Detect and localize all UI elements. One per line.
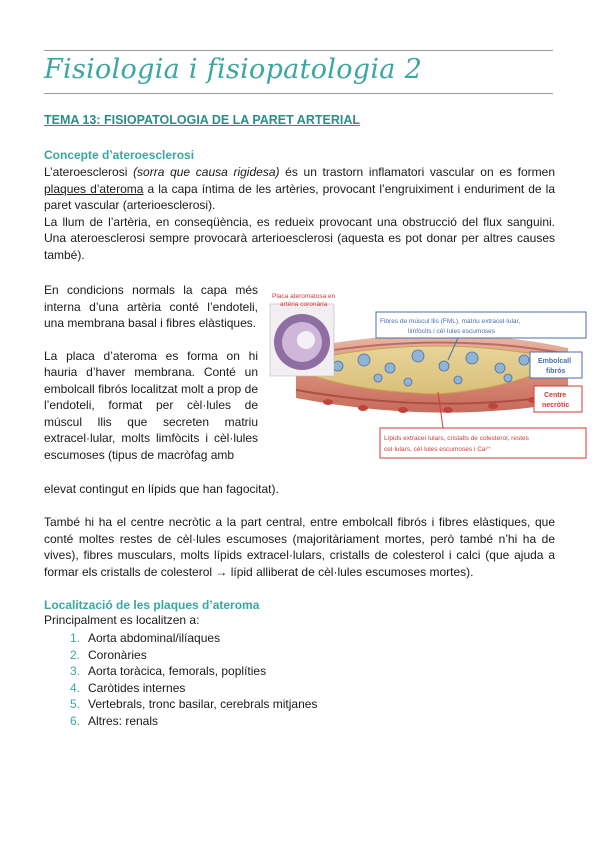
- label-centre-line-2: necròtic: [542, 402, 570, 409]
- label-embolcall-line-1: Embolcall: [538, 358, 572, 365]
- document-title: Fisiologia i fisiopatologia 2: [44, 54, 423, 85]
- tema-heading: TEMA 13: FISIOPATOLOGIA DE LA PARET ARTERIAL: [44, 113, 360, 127]
- list-item: [44, 663, 317, 680]
- label-lipids-line-1: Lípids extracel·lulars, cristalls de colesterol, restes: [384, 435, 529, 442]
- definition-text-c: és un trastorn inflamatori vascular on es formen: [279, 165, 556, 179]
- definition-text-a: L’ateroesclerosi: [44, 165, 134, 179]
- list-text: Caròtides internes: [88, 680, 186, 695]
- list-number: 5.: [69, 697, 80, 711]
- label-fmls-line-1: Fibres de múscul llis (FML), matriu extracel·lular,: [380, 318, 521, 325]
- list-text: Vertebrals, tronc basilar, cerebrals mitjanes: [88, 697, 318, 711]
- plaque-formation-paragraph: La placa d’ateroma es forma on hi hauria d’haver membrana. Conté un embolcall fibrós localitzat molt a prop de l’endoteli, format per cèl·lules de múscul llis que secreten matriu extracel·lular, molts limfòcits i cèl·lules escumoses (tipus de macròfag amb: [44, 348, 258, 462]
- list-item: [44, 713, 317, 730]
- list-item: [44, 647, 317, 664]
- header-rule-bottom: [44, 93, 553, 94]
- list-text: Aorta toràcica, femorals, poplíties: [88, 664, 267, 678]
- localitzacio-list: [44, 630, 317, 729]
- list-text: Altres: renals: [88, 713, 159, 728]
- list-number: 2.: [69, 647, 80, 662]
- left-column-text: [44, 282, 258, 463]
- list-item: [44, 696, 317, 713]
- intro-paragraphs: [44, 164, 555, 263]
- label-embolcall-line-2: fibrós: [546, 368, 566, 375]
- label-lipids-line-2: cel·lulars, cèl·lules escumoses i Ca²⁺: [384, 446, 492, 453]
- atheroma-figure: [268, 290, 588, 465]
- list-number: 3.: [69, 664, 80, 678]
- list-number: 1.: [69, 631, 80, 645]
- list-number: 4.: [69, 680, 80, 695]
- header-rule-top: [44, 50, 553, 51]
- consequence-paragraph: La llum de l’artèria, en conseqüència, es redueix provocant una obstrucció del flux sanguini. Una ateroesclerosi sempre provocarà arterioesclerosi (aquesta es pot donar per altres causes també).: [44, 214, 555, 262]
- localitzacio-intro: Principalment es localitzen a:: [44, 613, 200, 627]
- etymology-note: (sorra que causa rigidesa): [133, 165, 280, 179]
- atheroma-illustration: [268, 290, 588, 465]
- plaque-formation-last-line: elevat contingut en lípids que han fagocitat).: [44, 482, 279, 496]
- plaques-term: plaques d’ateroma: [44, 181, 144, 196]
- list-text: Aorta abdominal/ilíaques: [88, 631, 221, 645]
- localitzacio-heading: Localització de les plaques d’ateroma: [44, 598, 260, 612]
- list-item: [44, 680, 317, 697]
- inset-label-line-2: artèria coronària: [280, 301, 328, 308]
- list-number: 6.: [69, 713, 80, 728]
- inset-label-line-1: Placa ateromatosa en: [272, 293, 336, 300]
- necrotic-core-paragraph: També hi ha el centre necròtic a la part central, entre embolcall fibrós i fibres elàstiques, que conté moltes restes de cèl·lules escumoses (majoritàriament mortes, però també n’hi ha de vives), fibres musculars, molts lípids extracel·lulars, cristalls de colesterol i calci (que ajuda a formar els cristalls de colesterol → lípid alliberat de cèl·lules escumoses mortes).: [44, 515, 555, 579]
- inset-coronary-image: [270, 304, 334, 376]
- normal-conditions-paragraph: En condicions normals la capa més interna d’una artèria conté l’endoteli, una membrana basal i fibres elàstiques.: [44, 283, 258, 330]
- list-item: [44, 630, 317, 647]
- concepte-heading: Concepte d’ateroesclerosi: [44, 148, 195, 162]
- definition-text-e: a la capa íntima de les artèries, provocant l’engruiximent i enduriment de la paret vascular (arterioesclerosi).: [44, 181, 555, 212]
- label-embolcall: [530, 352, 582, 378]
- label-centre-line-1: Centre: [544, 392, 567, 399]
- label-centre: [534, 386, 582, 412]
- list-text: Coronàries: [88, 647, 147, 662]
- definition-paragraph: [44, 164, 555, 214]
- label-fmls-line-2: limfòcits i cèl·lules escumoses: [408, 328, 496, 335]
